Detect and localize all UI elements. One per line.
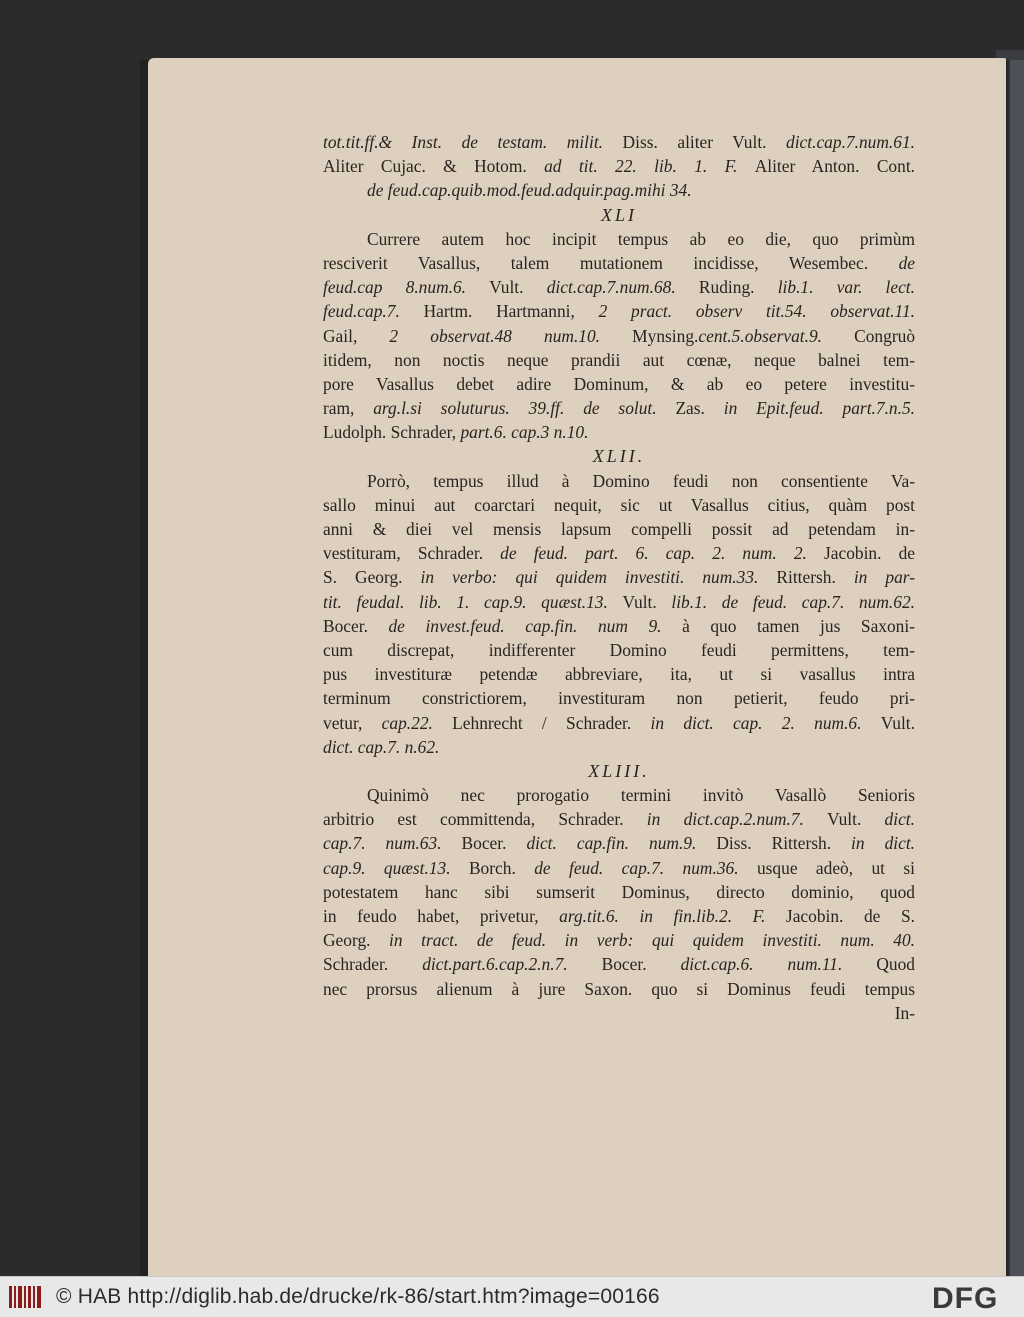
text-segment: Vult. [622,591,672,612]
section-heading [323,759,915,783]
text-line [323,856,915,880]
text-segment: de [898,252,915,273]
text-line [323,735,915,759]
text-segment: in verbo: qui quidem investiti. num.33. [420,567,777,588]
text-segment: dict.cap.7.num.68. [546,277,699,298]
text-segment: Lehnrecht / Schrader. [452,712,651,733]
hab-barcode-logo-icon [8,1283,44,1311]
text-segment: lib.1. de feud. cap.7. num.62. [671,591,915,612]
text-segment: pus investituræ petendæ abbreviare, ita, ut si vasallus intra [323,664,915,685]
text-line [323,348,915,372]
text-segment: sallo minui aut coarctari nequit, sic ut Vasallus citius, quàm post [323,494,915,515]
footer-bar [0,1276,1024,1317]
text-line [323,614,915,638]
text-segment: Aliter Cujac. & Hotom. [323,156,545,177]
text-line [323,372,915,396]
text-segment: Bocer. [323,615,389,636]
dfg-logo-text: DFG [932,1282,999,1313]
text-segment: Vult. [827,809,885,830]
text-segment: in dict.cap.2.num.7. [646,809,828,830]
text-segment: in feudo habet, privetur, [323,906,560,926]
text-segment: terminum constrictiorem, investituram non petierit, feudo pri- [323,688,915,709]
text-segment: in dict. [851,833,915,854]
text-line [323,324,915,348]
text-segment: à quo tamen jus Saxoni- [682,615,915,636]
text-segment: in par- [853,567,915,588]
text-segment: ram, [323,398,374,419]
text-line [323,517,915,541]
text-segment: In- [894,1002,915,1023]
text-segment: potestatem hanc sibi sumserit Dominus, directo dominio, quod [323,881,915,902]
text-segment: Quod [876,954,915,975]
text-segment: Quinimò nec prorogatio termini invitò Vasallò Senioris [367,785,915,806]
text-segment: 2 observat.48 num.10. [389,325,633,346]
text-segment: cum discrepat, indifferenter Domino feudi permittens, tem- [323,639,915,660]
text-segment: anni & diei vel mensis lapsum compelli possit ad petendam in- [323,519,915,539]
text-line [323,251,915,275]
text-segment: tit. feudal. lib. 1. cap.9. quæst.13. [323,591,623,612]
text-segment: Borch. [468,857,535,878]
text-segment: cap.22. [381,712,453,733]
text-segment: Zas. [675,398,724,419]
text-segment: Diss. aliter Vult. [622,132,787,152]
text-segment: cap.7. num.63. [323,833,462,854]
text-segment: nec prorsus alienum à jure Saxon. quo si Dominus feudi tempus [323,978,915,999]
text-line [323,662,915,686]
text-segment: Congruò [854,325,916,346]
text-segment: usque adeò, ut si [756,857,915,878]
text-segment: itidem, non noctis neque prandii aut cœnæ, neque balnei tem- [323,349,915,370]
text-segment: Jacobin. de S. [785,906,915,926]
text-line [323,227,915,251]
text-segment: Vult. [489,277,547,298]
text-line [323,904,915,928]
text-line [323,396,915,420]
text-segment: tot.tit.ff.& Inst. de testam. milit. [323,132,623,152]
text-line [323,178,915,202]
text-segment: in tract. de feud. in verb: qui quidem investiti. num. 40. [389,930,915,951]
text-segment: Georg. [323,930,390,951]
text-segment: dict.cap.7.num.61. [786,132,915,152]
text-line [323,638,915,662]
text-line [323,275,915,299]
text-segment: Bocer. [461,833,527,854]
text-segment: Ruding. [698,277,778,298]
text-segment: lib.1. var. lect. [777,277,915,298]
text-line [323,299,915,323]
text-segment: Mynsing. [632,325,699,346]
text-segment: XLI [601,204,637,225]
text-line [323,880,915,904]
text-segment: XLIII. [588,760,650,781]
text-segment: Currere autem hoc incipit tempus ab eo die, quo primùm [367,228,915,249]
section-heading [323,444,915,468]
text-segment: de feud. part. 6. cap. 2. num. 2. [500,543,824,564]
book-edge-strip [1008,60,1024,1276]
text-line [323,565,915,589]
text-segment: in Epit.feud. part.7.n.5. [723,398,916,419]
text-segment: dict.cap.6. num.11. [680,954,877,975]
text-segment: arg.l.si soluturus. 39.ff. de solut. [373,398,676,419]
text-segment: feud.cap 8.num.6. [323,277,490,298]
text-segment: cent.5.observat.9. [698,325,855,346]
text-line [323,590,915,614]
text-line [323,977,915,1001]
text-segment: Vult. [880,712,915,733]
text-segment: dict. cap.7. n.62. [323,736,440,757]
text-segment: 2 pract. observ tit.54. observat.11. [598,301,916,322]
text-segment: Jacobin. de [823,543,915,564]
text-line [323,154,915,178]
text-segment: dict.part.6.cap.2.n.7. [422,954,602,975]
dfg-logo-icon [930,1281,1018,1313]
text-segment: arbitrio est committenda, Schrader. [323,809,647,830]
text-line [323,469,915,493]
text-segment: dict. cap.fin. num.9. [526,833,717,854]
page-text [323,130,915,1025]
text-line [323,807,915,831]
text-segment: feud.cap.7. [323,301,424,322]
text-line [323,541,915,565]
text-line [323,831,915,855]
text-segment: vestituram, Schrader. [323,543,501,564]
text-line [323,711,915,735]
text-segment: Gail, [323,325,390,346]
text-line [323,1001,915,1025]
text-segment: de feud.cap.quib.mod.feud.adquir.pag.mihi 34. [367,180,692,201]
text-segment: Ludolph. Schrader, [323,422,461,443]
text-segment: Aliter Anton. Cont. [754,156,915,177]
text-segment: Diss. Rittersh. [716,833,852,854]
footer-citation-link[interactable]: © HAB http://diglib.hab.de/drucke/rk-86/start.htm?image=00166 [56,1285,660,1308]
text-segment: part.6. cap.3 n.10. [460,422,589,443]
text-segment: XLII. [592,446,646,467]
text-segment: in dict. cap. 2. num.6. [650,712,881,733]
section-heading [323,203,915,227]
text-segment: vetur, [323,712,382,733]
text-segment: Hartm. Hartmanni, [423,301,599,322]
text-segment: resciverit Vasallus, talem mutationem incidisse, Wesembec. [323,252,899,273]
text-line [323,686,915,710]
text-segment: cap.9. quæst.13. [323,857,469,878]
text-line [323,493,915,517]
text-segment: pore Vasallus debet adire Dominum, & ab eo petere investitu- [323,373,915,394]
text-line [323,420,915,444]
text-segment: ad tit. 22. lib. 1. F. [544,156,755,177]
text-line [323,928,915,952]
text-segment: arg.tit.6. in fin.lib.2. F. [559,906,786,926]
text-line [323,130,915,154]
text-segment: de feud. cap.7. num.36. [534,857,757,878]
text-line [323,952,915,976]
text-segment: S. Georg. [323,567,421,588]
text-segment: dict. [884,809,915,830]
text-segment: Porrò, tempus illud à Domino feudi non consentiente Va- [367,470,915,491]
text-segment: Rittersh. [776,567,854,588]
text-line [323,783,915,807]
text-segment: de invest.feud. cap.fin. num 9. [388,615,683,636]
text-segment: Schrader. [323,954,423,975]
text-segment: Bocer. [601,954,681,975]
